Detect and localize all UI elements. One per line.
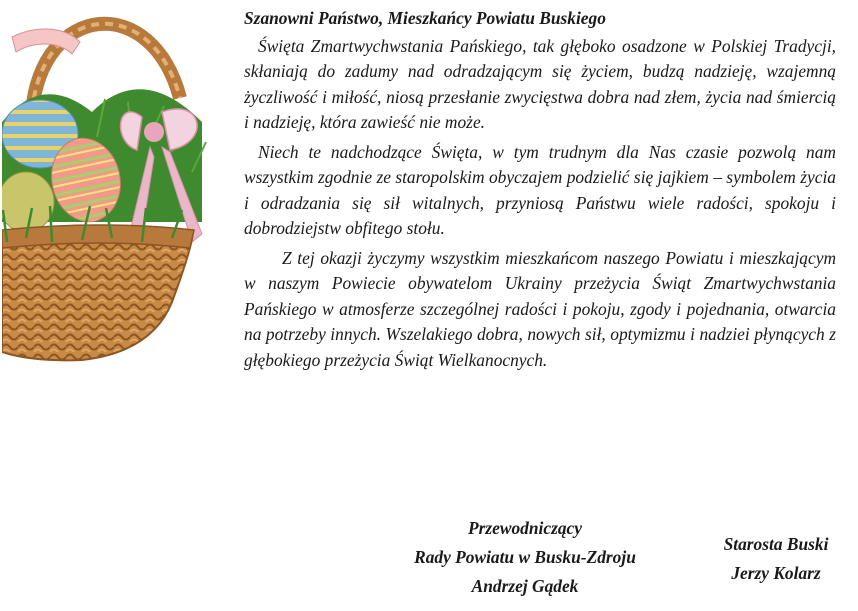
- signature-name: Andrzej Gądek: [471, 576, 579, 596]
- signature-council-chairman: [390, 514, 660, 601]
- signature-starosta: [705, 530, 847, 588]
- letter-paragraph-2: Niech te nadchodzące Święta, w tym trudnym dla Nas czasie pozwolą nam wszystkim zgodnie ze staropolskim obyczajem podzielić się jajkiem – symbolem życia i odradzania się sił witalnych, przyniosą Państwu wiele radości, spokoju i dobrodziejstw obfitego stołu.: [244, 141, 836, 238]
- letter-paragraph-3: Z tej okazji życzymy wszystkim mieszkańcom naszego Powiatu i mieszkającym w naszym Powiecie obywatelom Ukrainy przeżycia Świąt Zmartwychwstania Pańskiego w atmosferze szczególnej radości i pokoju, zgody i pojednania, otwarcia na potrzeby innych. Wszelakiego dobra, nowych sił, optymizmu i nadziei płynących z głębokiego przeżycia Świąt Wielkanocnych.: [244, 247, 836, 370]
- signature-name: Jerzy Kolarz: [731, 563, 821, 583]
- signature-organization: Rady Powiatu w Busku-Zdroju: [414, 547, 636, 567]
- greeting-heading: Szanowni Państwo, Mieszkańcy Powiatu Buskiego: [244, 8, 606, 28]
- letter-body: [244, 6, 836, 377]
- signature-title: Przewodniczący: [468, 518, 582, 538]
- letter-paragraph-1: Święta Zmartwychwstania Pańskiego, tak głęboko osadzone w Polskiej Tradycji, skłaniają do zadumy nad odradzającym się życiem, budzą nadzieję, wzajemną życzliwość i miłość, niosą przesłanie zwycięstwa dobra nad złem, życia nad śmiercią i nadzieję, która zawieść nie może.: [244, 35, 836, 132]
- signature-title: Starosta Buski: [723, 534, 829, 554]
- easter-basket-icon: [2, 2, 234, 370]
